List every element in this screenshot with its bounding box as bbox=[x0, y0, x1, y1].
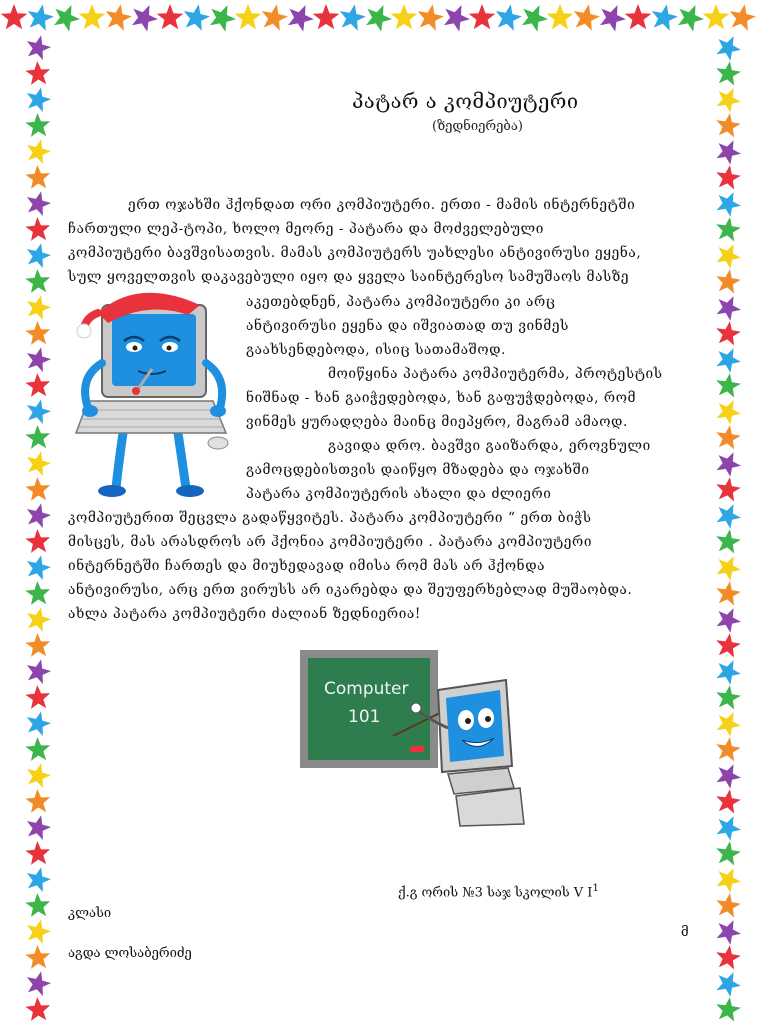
page-subtitle: (ზედნიერება) bbox=[432, 119, 523, 134]
paragraph-line: ნიშნად - ხან გაიჭედებოდა, ხან გაფუჭდებოდა, რომ bbox=[246, 390, 637, 406]
paragraph-line: ჩართული ლეპ-ტოპი, ხოლო მეორე - პატარა და მოძველებული bbox=[68, 221, 544, 237]
author-name: აგდა ლოსაბერიძე bbox=[68, 946, 192, 961]
board-text-line2: 101 bbox=[348, 707, 381, 727]
paragraph-line: მისცეს, მას არასდროს არ ჰქონია კომპიუტერი . პატარა კომპიუტერი bbox=[68, 534, 593, 550]
paragraph-line: აკეთებდნენ, პატარა კომპიუტერი კი არც bbox=[246, 294, 556, 310]
sick-computer-illustration bbox=[68, 283, 244, 503]
paragraph-line: ანტივირუსი, არც ერთ ვირუსს არ იკარებდა და შეუფერხებლად მუშაობდა. bbox=[68, 582, 633, 598]
paragraph-line: ახლა პატარა კომპიუტერი ძალიან ზედნიერია! bbox=[68, 606, 421, 622]
paragraph-line: კომპიუტერი ბავშვისათვის. მამას კომპიუტერს უახლესი ანტივირუსი ეყენა, bbox=[68, 245, 642, 261]
paragraph-line: მოიწყინა პატარა კომპიუტერმა, პროტესტის bbox=[328, 366, 663, 382]
page-title: პატარ ა კომპიუტერი bbox=[352, 89, 579, 113]
paragraph-line: გაახსენდებოდა, ისიც სათამაშოდ. bbox=[246, 342, 506, 358]
paragraph-line: ანტივირუსი ეყენა და იშვიათად თუ ვინმეს bbox=[246, 318, 569, 334]
paragraph-line: ინტერნეტში ჩართეს და მიუხედავად იმისა რომ მას არ ჰქონდა bbox=[68, 558, 546, 574]
paragraph-line: ერთ ოჯახში ჰქონდათ ორი კომპიუტერი. ერთი - მამის ინტერნეტში bbox=[128, 197, 636, 213]
computer-101-illustration bbox=[298, 648, 538, 828]
paragraph-line: სულ ყოველთვის დაკავებული იყო და ყველა საინტერესო სამუშაოს მასზე bbox=[68, 269, 630, 285]
board-text-line1: Computer bbox=[324, 679, 409, 699]
class-superscript: 1 bbox=[592, 883, 599, 894]
paragraph-line: კომპიუტერით შეცვლა გადაწყვიტეს. პატარა კომპიუტერი “ ერთ ბიჭს bbox=[68, 510, 592, 526]
paragraph-line: გამოცდებისთვის დაიწყო მზადება და ოჯახში bbox=[246, 462, 590, 478]
paragraph-line: გავიდა დრო. ბავშვი გაიზარდა, ეროვნული bbox=[328, 438, 651, 454]
school-signature bbox=[398, 883, 599, 900]
paragraph-line: ვინმეს ყურადღება მაინც მიეპყრო, მაგრამ ამაოდ. bbox=[246, 414, 628, 430]
signature-fragment: მ bbox=[681, 925, 689, 940]
paragraph-line: პატარა კომპიუტერის ახალი და ძლიერი bbox=[246, 486, 552, 502]
class-label: კლასი bbox=[68, 906, 112, 921]
school-line: ქ.გ ორის №3 საჯ სკოლის V I bbox=[398, 885, 593, 901]
